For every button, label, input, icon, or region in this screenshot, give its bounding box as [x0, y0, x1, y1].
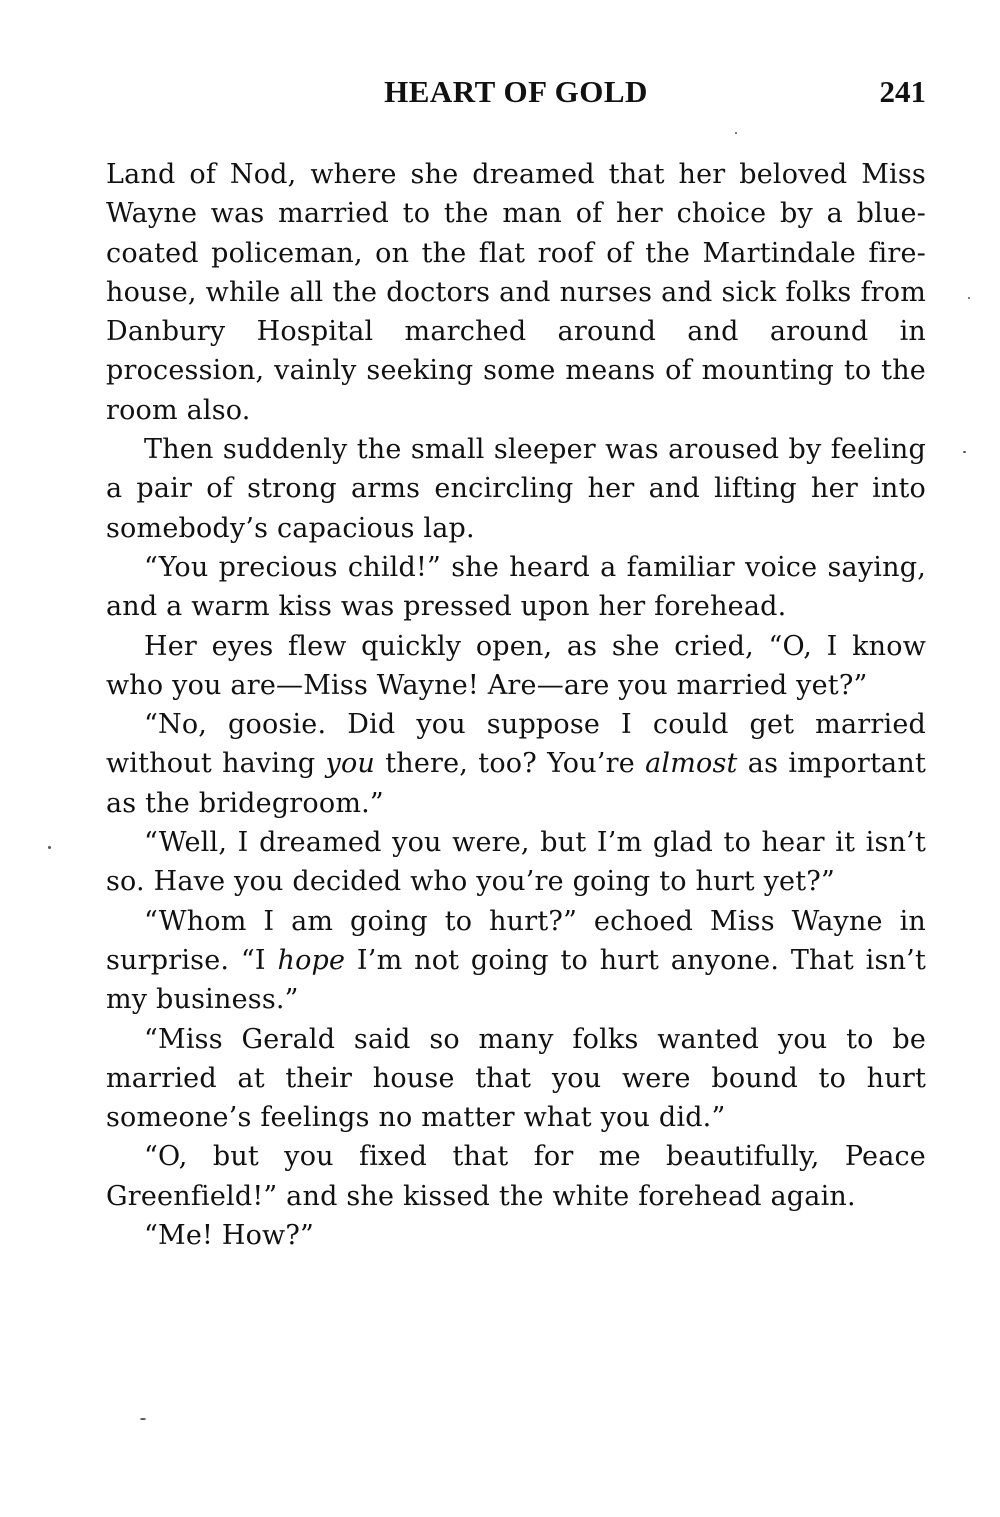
print-speck [968, 297, 970, 299]
text-run: Then suddenly the small sleeper was aroused by feeling a pair of strong arms encircling her and lifting her into somebody’s capacious lap. [106, 434, 926, 544]
text-run: “Whom I am going to hurt?” echoed Miss Wayne in surprise. “I [106, 905, 926, 976]
italic-text: almost [645, 748, 738, 780]
text-run: Land of Nod, where she dreamed that her beloved Miss Wayne was married to the man of her choice by a blue-coated policeman, on the flat roof of the Martindale fire-house, while all the doctors and nurses and sick folks from Danbury Hospital marched around and around in procession, vainly seeking some means of mounting to the room also. [106, 159, 926, 426]
paragraph [106, 430, 926, 548]
paragraph [106, 823, 926, 902]
paragraph [106, 1137, 926, 1216]
text-run: there, too? You’re [375, 748, 646, 780]
print-speck [735, 132, 737, 134]
italic-text: hope [277, 944, 346, 976]
text-run: “Well, I dreamed you were, but I’m glad to hear it isn’t so. Have you decided who you’re going to hurt yet?” [106, 827, 926, 898]
text-run: “No, goosie. Did you suppose I could get married without having [106, 709, 926, 780]
paragraph [106, 902, 926, 1020]
paragraph [106, 548, 926, 627]
italic-text: you [325, 748, 376, 780]
print-speck [963, 451, 966, 453]
paragraph [106, 1216, 926, 1255]
paragraph [106, 705, 926, 823]
text-run: I’m not going to hurt anyone. That isn’t my business.” [106, 944, 926, 1016]
text-run: “Me! How?” [144, 1220, 315, 1252]
body-text [106, 155, 926, 1255]
text-run: as important as the bridegroom.” [106, 748, 926, 819]
paragraph [106, 1020, 926, 1138]
text-run: “You precious child!” she heard a familiar voice saying, and a warm kiss was pressed upon her forehead. [106, 551, 926, 623]
page-header [106, 74, 926, 114]
text-run: “Miss Gerald said so many folks wanted you to be married at their house that you were bound to hurt someone’s feelings no matter what you did.” [106, 1023, 926, 1134]
paragraph [106, 627, 926, 706]
paragraph [106, 155, 926, 430]
page-number: 241 [879, 74, 926, 109]
print-speck [140, 1418, 146, 1420]
text-run: Her eyes flew quickly open, as she cried, “O, I know who you are—Miss Wayne! Are—are you married yet?” [106, 630, 926, 701]
text-run: “O, but you fixed that for me beautifully, Peace Greenfield!” and she kissed the white forehead again. [106, 1141, 926, 1212]
running-title: HEART OF GOLD [384, 74, 648, 109]
print-speck [48, 846, 51, 849]
